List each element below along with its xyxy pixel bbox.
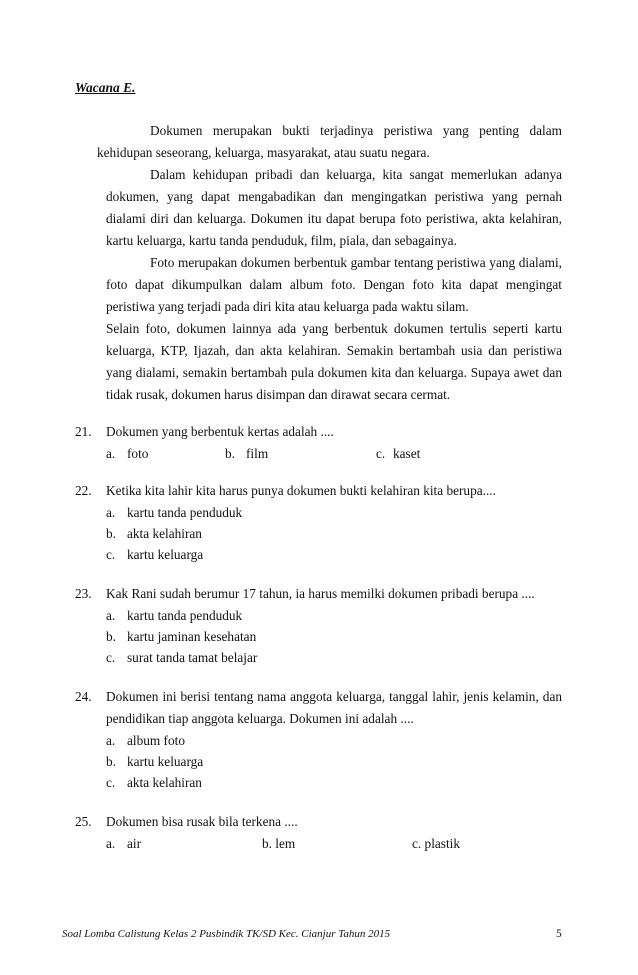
option-text: akta kelahiran [127,526,202,541]
option-text: kartu keluarga [127,754,204,769]
option-letter: a. [106,505,116,520]
option-text: kartu keluarga [127,547,204,562]
option-b [106,626,565,647]
option-text: kartu tanda penduduk [127,505,243,520]
option-letter: c. [106,547,116,562]
question-text: Kak Rani sudah berumur 17 tahun, ia harus memilki dokumen pribadi berupa .... [106,586,535,601]
option-letter: c. [376,446,386,461]
option-b [106,523,565,544]
option-text: album foto [127,733,185,748]
option-letter: c. [106,775,116,790]
question-number: 21. [75,424,92,439]
option-a [106,730,565,751]
option-text: air [127,836,142,851]
option-letter: b. [225,446,235,461]
option-text: kartu jaminan kesehatan [127,629,257,644]
passage-heading: Wacana E. [75,80,136,95]
passage-paragraph-1 [97,120,562,164]
question-text: Dokumen bisa rusak bila terkena .... [106,814,298,829]
option-letter: a. [106,733,116,748]
question-options [106,833,565,855]
option-letter: c. [106,650,116,665]
question-22 [75,480,565,565]
question-options [106,502,565,565]
question-text: Dokumen yang berbentuk kertas adalah .... [106,424,334,439]
question-text: Dokumen ini berisi tentang nama anggota keluarga, tanggal lahir, jenis kelamin, dan pendidikan tiap anggota keluarga. Dokumen ini adalah .... [106,689,562,726]
page-number: 5 [556,928,562,940]
question-options [106,443,565,465]
option-text: c. plastik [412,836,461,851]
question-text: Ketika kita lahir kita harus punya dokumen bukti kelahiran kita berupa.... [106,483,496,498]
option-c [106,544,565,565]
option-text: film [246,446,269,461]
option-letter: a. [106,608,116,623]
page-footer: Soal Lomba Calistung Kelas 2 Pusbindik TK/SD Kec. Cianjur Tahun 2015 [62,928,391,940]
option-text: kaset [393,446,421,461]
option-letter: b. [106,629,116,644]
option-letter: b. [106,526,116,541]
option-text: foto [127,446,149,461]
passage-paragraph-3: Foto merupakan dokumen berbentuk gambar tentang peristiwa yang dialami, foto dapat dikumpulkan dalam album foto. Dengan foto kita dapat mengingat peristiwa yang terjadi pada diri kita atau keluarga pada waktu silam. [106,255,562,314]
question-number: 23. [75,586,92,601]
option-c [106,772,565,793]
option-a [106,605,565,626]
passage-paragraph-4: Selain foto, dokumen lainnya ada yang berbentuk dokumen tertulis seperti kartu keluarga, KTP, Ijazah, dan akta kelahiran. Semakin bertambah usia dan peristiwa yang dialami, semakin bertambah pula dokumen kita dan keluarga. Supaya awet dan tidak rusak, dokumen harus disimpan dan dirawat secara cermat. [106,321,562,402]
option-text: kartu tanda penduduk [127,608,243,623]
option-c [106,647,565,668]
option-letter: a. [106,836,116,851]
option-text: b. lem [262,836,296,851]
passage-paragraph-1-line-2: kehidupan seseorang, keluarga, masyarakat, atau suatu negara. [97,145,430,160]
option-a [106,502,565,523]
question-options [106,730,565,793]
option-letter: a. [106,446,116,461]
question-number: 25. [75,814,92,829]
passage-paragraph-2: Dalam kehidupan pribadi dan keluarga, kita sangat memerlukan adanya dokumen, yang dapat mengabadikan dan mengingatkan peristiwa yang pernah dialami diri dan keluarga. Dokumen itu dapat berupa foto peristiwa, akta kelahiran, kartu keluarga, kartu tanda penduduk, film, piala, dan sebagainya. [106,167,562,248]
question-number: 24. [75,689,92,704]
passage-paragraph-1-line-1: Dokumen merupakan bukti terjadinya peristiwa yang penting dalam [150,123,562,138]
option-text: akta kelahiran [127,775,202,790]
question-number: 22. [75,483,92,498]
question-24 [75,686,565,793]
option-b [106,751,565,772]
option-letter: b. [106,754,116,769]
question-21 [75,421,565,465]
question-25 [75,811,565,855]
question-23 [75,583,565,668]
option-text: surat tanda tamat belajar [127,650,258,665]
question-options [106,605,565,668]
